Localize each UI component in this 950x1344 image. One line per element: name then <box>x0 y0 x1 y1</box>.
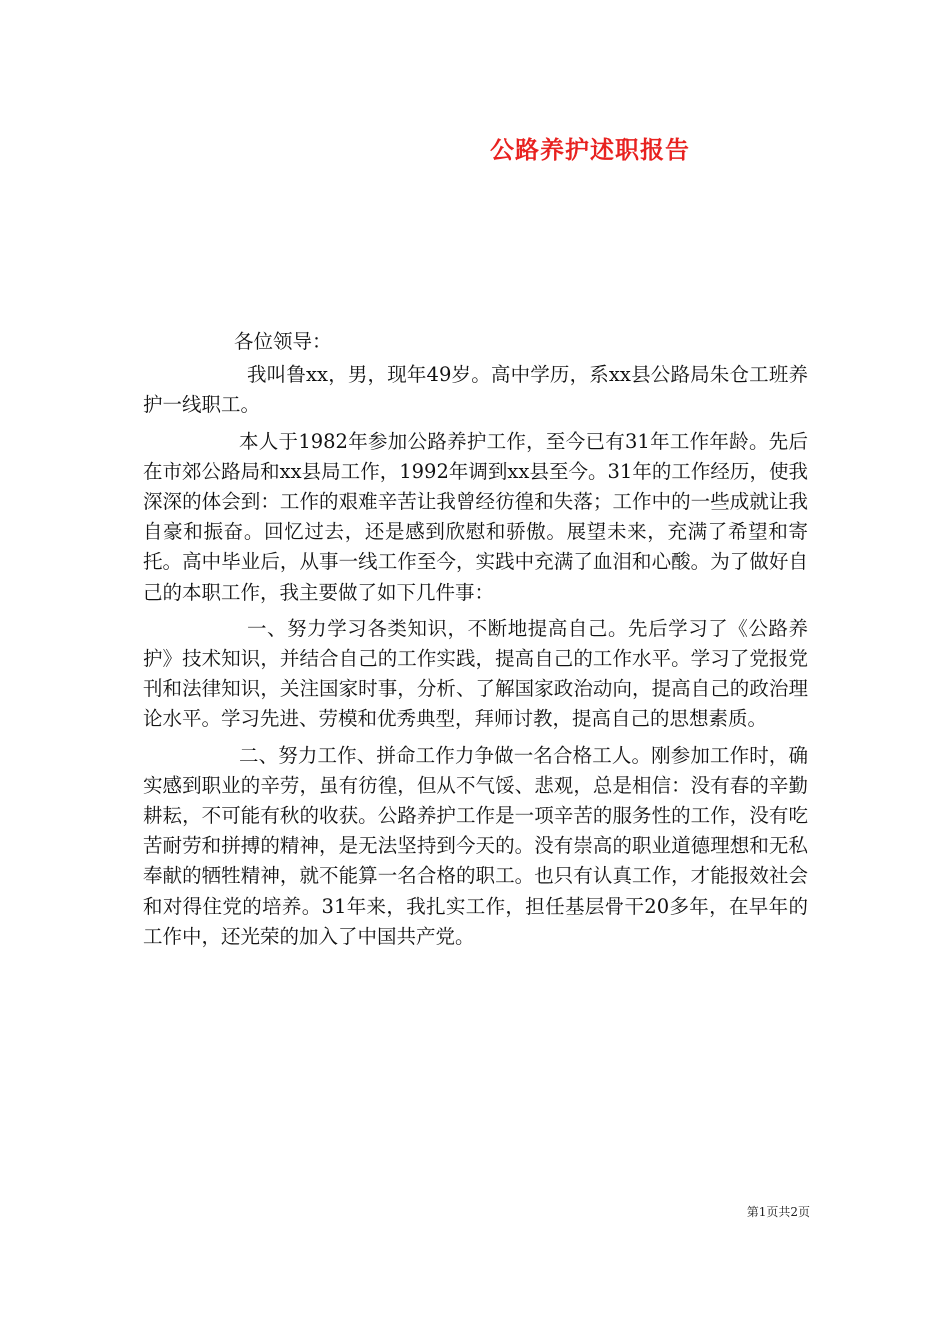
paragraph-study: 一、努力学习各类知识，不断地提高自己。先后学习了《公路养护》技术知识，并结合自己的工作实践，提高自己的工作水平。学习了党报党刊和法律知识，关注国家时事，分析、了解国家政治动向，提高自己的政治理论水平。学习先进、劳模和优秀典型，拜师讨教，提高自己的思想素质。 <box>143 616 808 731</box>
paragraph-intro: 我叫鲁xx，男，现年49岁。高中学历，系xx县公路局朱仓工班养护一线职工。 <box>143 363 808 417</box>
document-body <box>143 327 808 952</box>
paragraph-work: 二、努力工作、拼命工作力争做一名合格工人。刚参加工作时，确实感到职业的辛劳，虽有彷徨，但从不气馁、悲观，总是相信：没有春的辛勤耕耘，不可能有秋的收获。公路养护工作是一项辛苦的服务性的工作，没有吃苦耐劳和拼搏的精神，是无法坚持到今天的。没有崇高的职业道德理想和无私奉献的牺牲精神，就不能算一名合格的职工。也只有认真工作，才能报效社会和对得住党的培养。31年来，我扎实工作，担任基层骨干20多年，在早年的工作中，还光荣的加入了中国共产党。 <box>143 743 808 948</box>
page-number-footer: 第1页共2页 <box>746 1205 810 1219</box>
paragraph-experience: 本人于1982年参加公路养护工作，至今已有31年工作年龄。先后在市郊公路局和xx县局工作，1992年调到xx县至今。31年的工作经历，使我深深的体会到：工作的艰难辛苦让我曾经彷徨和失落；工作中的一些成就让我自豪和振奋。回忆过去，还是感到欣慰和骄傲。展望未来，充满了希望和寄托。高中毕业后，从事一线工作至今，实践中充满了血泪和心酸。为了做好自己的本职工作，我主要做了如下几件事： <box>143 429 808 604</box>
document-title: 公路养护述职报告 <box>490 135 690 164</box>
salutation: 各位领导： <box>234 330 332 353</box>
